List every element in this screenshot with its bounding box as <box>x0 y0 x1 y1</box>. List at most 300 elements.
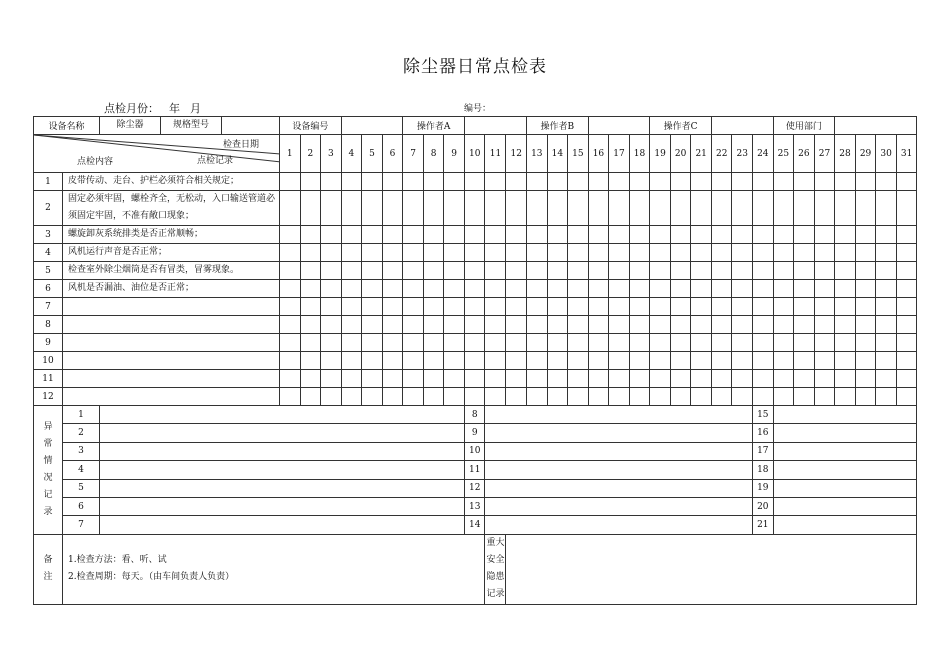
check-cell-day-26[interactable] <box>794 334 815 352</box>
check-cell-day-15[interactable] <box>568 280 589 298</box>
check-cell-day-5[interactable] <box>362 352 383 370</box>
check-cell-day-27[interactable] <box>814 298 835 316</box>
check-cell-day-17[interactable] <box>609 244 630 262</box>
check-cell-day-20[interactable] <box>670 226 691 244</box>
check-cell-day-1[interactable] <box>280 244 301 262</box>
check-cell-day-12[interactable] <box>506 316 527 334</box>
check-cell-day-28[interactable] <box>835 262 856 280</box>
check-cell-day-15[interactable] <box>568 191 589 226</box>
check-cell-day-23[interactable] <box>732 280 753 298</box>
check-cell-day-12[interactable] <box>506 334 527 352</box>
check-cell-day-12[interactable] <box>506 173 527 191</box>
check-cell-day-12[interactable] <box>506 280 527 298</box>
check-cell-day-3[interactable] <box>321 280 342 298</box>
check-cell-day-5[interactable] <box>362 388 383 406</box>
check-cell-day-30[interactable] <box>876 352 897 370</box>
check-cell-day-8[interactable] <box>423 298 444 316</box>
check-cell-day-14[interactable] <box>547 191 568 226</box>
check-cell-day-15[interactable] <box>568 370 589 388</box>
check-cell-day-3[interactable] <box>321 262 342 280</box>
check-cell-day-31[interactable] <box>896 334 917 352</box>
check-cell-day-13[interactable] <box>527 262 548 280</box>
check-cell-day-30[interactable] <box>876 226 897 244</box>
check-cell-day-2[interactable] <box>300 280 321 298</box>
check-cell-day-13[interactable] <box>527 226 548 244</box>
check-cell-day-1[interactable] <box>280 352 301 370</box>
check-cell-day-11[interactable] <box>485 173 506 191</box>
abnormal-entry-col1[interactable] <box>100 497 465 515</box>
check-cell-day-1[interactable] <box>280 262 301 280</box>
check-cell-day-22[interactable] <box>711 280 732 298</box>
check-cell-day-27[interactable] <box>814 226 835 244</box>
check-cell-day-2[interactable] <box>300 298 321 316</box>
check-cell-day-1[interactable] <box>280 388 301 406</box>
check-cell-day-23[interactable] <box>732 173 753 191</box>
check-cell-day-27[interactable] <box>814 352 835 370</box>
check-cell-day-20[interactable] <box>670 370 691 388</box>
check-cell-day-8[interactable] <box>423 191 444 226</box>
check-cell-day-25[interactable] <box>773 191 794 226</box>
check-cell-day-10[interactable] <box>464 226 485 244</box>
check-cell-day-8[interactable] <box>423 226 444 244</box>
check-cell-day-20[interactable] <box>670 262 691 280</box>
check-cell-day-26[interactable] <box>794 191 815 226</box>
hazard-record-content[interactable] <box>506 534 917 604</box>
abnormal-entry-col3[interactable] <box>773 406 917 424</box>
check-cell-day-21[interactable] <box>691 280 712 298</box>
check-cell-day-24[interactable] <box>753 316 774 334</box>
check-cell-day-13[interactable] <box>527 244 548 262</box>
check-cell-day-8[interactable] <box>423 262 444 280</box>
check-cell-day-21[interactable] <box>691 191 712 226</box>
check-cell-day-27[interactable] <box>814 262 835 280</box>
check-cell-day-19[interactable] <box>650 370 671 388</box>
check-cell-day-10[interactable] <box>464 370 485 388</box>
check-cell-day-2[interactable] <box>300 316 321 334</box>
check-cell-day-2[interactable] <box>300 388 321 406</box>
check-cell-day-15[interactable] <box>568 262 589 280</box>
abnormal-entry-col1[interactable] <box>100 461 465 479</box>
check-cell-day-19[interactable] <box>650 226 671 244</box>
check-cell-day-4[interactable] <box>341 244 362 262</box>
check-cell-day-30[interactable] <box>876 191 897 226</box>
check-cell-day-15[interactable] <box>568 334 589 352</box>
check-cell-day-22[interactable] <box>711 226 732 244</box>
abnormal-entry-col1[interactable] <box>100 516 465 534</box>
check-cell-day-23[interactable] <box>732 244 753 262</box>
check-cell-day-19[interactable] <box>650 298 671 316</box>
check-cell-day-5[interactable] <box>362 298 383 316</box>
check-cell-day-15[interactable] <box>568 244 589 262</box>
check-cell-day-24[interactable] <box>753 262 774 280</box>
check-cell-day-30[interactable] <box>876 298 897 316</box>
check-cell-day-16[interactable] <box>588 352 609 370</box>
check-cell-day-11[interactable] <box>485 352 506 370</box>
check-cell-day-22[interactable] <box>711 262 732 280</box>
check-cell-day-4[interactable] <box>341 298 362 316</box>
check-cell-day-26[interactable] <box>794 262 815 280</box>
check-cell-day-9[interactable] <box>444 244 465 262</box>
check-cell-day-16[interactable] <box>588 334 609 352</box>
check-cell-day-1[interactable] <box>280 226 301 244</box>
check-cell-day-14[interactable] <box>547 262 568 280</box>
abnormal-entry-col1[interactable] <box>100 442 465 460</box>
check-cell-day-31[interactable] <box>896 226 917 244</box>
check-cell-day-12[interactable] <box>506 226 527 244</box>
check-cell-day-14[interactable] <box>547 244 568 262</box>
check-cell-day-10[interactable] <box>464 280 485 298</box>
check-cell-day-29[interactable] <box>855 298 876 316</box>
check-cell-day-16[interactable] <box>588 280 609 298</box>
check-cell-day-29[interactable] <box>855 316 876 334</box>
check-cell-day-8[interactable] <box>423 352 444 370</box>
check-cell-day-31[interactable] <box>896 352 917 370</box>
check-cell-day-10[interactable] <box>464 388 485 406</box>
operator-a-value[interactable] <box>464 117 526 135</box>
check-cell-day-18[interactable] <box>629 352 650 370</box>
check-cell-day-25[interactable] <box>773 244 794 262</box>
check-cell-day-16[interactable] <box>588 191 609 226</box>
check-cell-day-7[interactable] <box>403 370 424 388</box>
check-cell-day-4[interactable] <box>341 280 362 298</box>
check-cell-day-23[interactable] <box>732 334 753 352</box>
check-cell-day-11[interactable] <box>485 226 506 244</box>
check-cell-day-20[interactable] <box>670 352 691 370</box>
check-cell-day-9[interactable] <box>444 191 465 226</box>
abnormal-entry-col2[interactable] <box>485 497 753 515</box>
check-cell-day-3[interactable] <box>321 352 342 370</box>
check-cell-day-11[interactable] <box>485 370 506 388</box>
check-cell-day-16[interactable] <box>588 226 609 244</box>
check-cell-day-18[interactable] <box>629 334 650 352</box>
check-cell-day-19[interactable] <box>650 352 671 370</box>
check-cell-day-6[interactable] <box>382 280 403 298</box>
check-cell-day-19[interactable] <box>650 316 671 334</box>
check-cell-day-22[interactable] <box>711 298 732 316</box>
abnormal-entry-col2[interactable] <box>485 461 753 479</box>
check-cell-day-5[interactable] <box>362 280 383 298</box>
check-cell-day-9[interactable] <box>444 370 465 388</box>
check-cell-day-12[interactable] <box>506 388 527 406</box>
check-cell-day-18[interactable] <box>629 280 650 298</box>
check-cell-day-7[interactable] <box>403 173 424 191</box>
check-cell-day-8[interactable] <box>423 173 444 191</box>
check-cell-day-27[interactable] <box>814 280 835 298</box>
check-cell-day-13[interactable] <box>527 370 548 388</box>
check-cell-day-6[interactable] <box>382 370 403 388</box>
check-cell-day-28[interactable] <box>835 316 856 334</box>
check-cell-day-26[interactable] <box>794 244 815 262</box>
check-cell-day-29[interactable] <box>855 370 876 388</box>
check-cell-day-18[interactable] <box>629 226 650 244</box>
check-cell-day-2[interactable] <box>300 226 321 244</box>
check-cell-day-4[interactable] <box>341 352 362 370</box>
check-cell-day-26[interactable] <box>794 280 815 298</box>
check-cell-day-5[interactable] <box>362 191 383 226</box>
check-cell-day-23[interactable] <box>732 370 753 388</box>
check-cell-day-23[interactable] <box>732 298 753 316</box>
check-cell-day-30[interactable] <box>876 280 897 298</box>
check-cell-day-9[interactable] <box>444 280 465 298</box>
check-cell-day-21[interactable] <box>691 244 712 262</box>
check-cell-day-17[interactable] <box>609 388 630 406</box>
check-cell-day-17[interactable] <box>609 280 630 298</box>
check-cell-day-20[interactable] <box>670 316 691 334</box>
check-cell-day-21[interactable] <box>691 298 712 316</box>
check-cell-day-14[interactable] <box>547 226 568 244</box>
check-cell-day-20[interactable] <box>670 334 691 352</box>
check-cell-day-24[interactable] <box>753 226 774 244</box>
check-cell-day-2[interactable] <box>300 244 321 262</box>
check-cell-day-16[interactable] <box>588 388 609 406</box>
abnormal-entry-col2[interactable] <box>485 479 753 497</box>
check-cell-day-12[interactable] <box>506 352 527 370</box>
check-cell-day-31[interactable] <box>896 262 917 280</box>
check-cell-day-15[interactable] <box>568 388 589 406</box>
check-cell-day-20[interactable] <box>670 388 691 406</box>
check-cell-day-24[interactable] <box>753 173 774 191</box>
check-cell-day-9[interactable] <box>444 334 465 352</box>
check-cell-day-19[interactable] <box>650 173 671 191</box>
check-cell-day-5[interactable] <box>362 226 383 244</box>
check-cell-day-9[interactable] <box>444 173 465 191</box>
check-cell-day-24[interactable] <box>753 280 774 298</box>
check-cell-day-4[interactable] <box>341 173 362 191</box>
check-cell-day-16[interactable] <box>588 244 609 262</box>
check-cell-day-16[interactable] <box>588 370 609 388</box>
check-cell-day-10[interactable] <box>464 262 485 280</box>
check-cell-day-17[interactable] <box>609 352 630 370</box>
check-cell-day-6[interactable] <box>382 298 403 316</box>
check-cell-day-2[interactable] <box>300 173 321 191</box>
check-cell-day-10[interactable] <box>464 298 485 316</box>
check-cell-day-11[interactable] <box>485 244 506 262</box>
abnormal-entry-col1[interactable] <box>100 424 465 442</box>
check-cell-day-22[interactable] <box>711 352 732 370</box>
check-cell-day-31[interactable] <box>896 388 917 406</box>
check-cell-day-24[interactable] <box>753 352 774 370</box>
check-cell-day-25[interactable] <box>773 298 794 316</box>
check-cell-day-14[interactable] <box>547 334 568 352</box>
check-cell-day-3[interactable] <box>321 226 342 244</box>
check-cell-day-9[interactable] <box>444 352 465 370</box>
check-cell-day-4[interactable] <box>341 316 362 334</box>
check-cell-day-1[interactable] <box>280 316 301 334</box>
check-cell-day-21[interactable] <box>691 226 712 244</box>
check-cell-day-8[interactable] <box>423 334 444 352</box>
check-cell-day-22[interactable] <box>711 316 732 334</box>
check-cell-day-4[interactable] <box>341 262 362 280</box>
check-cell-day-19[interactable] <box>650 191 671 226</box>
check-cell-day-5[interactable] <box>362 244 383 262</box>
check-cell-day-18[interactable] <box>629 370 650 388</box>
check-cell-day-4[interactable] <box>341 226 362 244</box>
abnormal-entry-col3[interactable] <box>773 442 917 460</box>
check-cell-day-4[interactable] <box>341 334 362 352</box>
check-cell-day-3[interactable] <box>321 334 342 352</box>
check-cell-day-28[interactable] <box>835 226 856 244</box>
check-cell-day-17[interactable] <box>609 298 630 316</box>
check-cell-day-13[interactable] <box>527 173 548 191</box>
check-cell-day-17[interactable] <box>609 173 630 191</box>
check-cell-day-21[interactable] <box>691 370 712 388</box>
check-cell-day-29[interactable] <box>855 226 876 244</box>
check-cell-day-22[interactable] <box>711 370 732 388</box>
check-cell-day-12[interactable] <box>506 191 527 226</box>
check-cell-day-29[interactable] <box>855 173 876 191</box>
check-cell-day-9[interactable] <box>444 226 465 244</box>
check-cell-day-15[interactable] <box>568 316 589 334</box>
check-cell-day-17[interactable] <box>609 370 630 388</box>
check-cell-day-6[interactable] <box>382 226 403 244</box>
check-cell-day-8[interactable] <box>423 280 444 298</box>
check-cell-day-1[interactable] <box>280 173 301 191</box>
check-cell-day-29[interactable] <box>855 352 876 370</box>
abnormal-entry-col3[interactable] <box>773 424 917 442</box>
check-cell-day-17[interactable] <box>609 191 630 226</box>
check-cell-day-27[interactable] <box>814 191 835 226</box>
check-cell-day-7[interactable] <box>403 280 424 298</box>
check-cell-day-10[interactable] <box>464 352 485 370</box>
check-cell-day-13[interactable] <box>527 280 548 298</box>
check-cell-day-28[interactable] <box>835 370 856 388</box>
check-cell-day-7[interactable] <box>403 226 424 244</box>
check-cell-day-9[interactable] <box>444 388 465 406</box>
check-cell-day-8[interactable] <box>423 388 444 406</box>
check-cell-day-16[interactable] <box>588 298 609 316</box>
check-cell-day-15[interactable] <box>568 352 589 370</box>
check-cell-day-14[interactable] <box>547 173 568 191</box>
check-cell-day-3[interactable] <box>321 370 342 388</box>
check-cell-day-7[interactable] <box>403 352 424 370</box>
abnormal-entry-col2[interactable] <box>485 406 753 424</box>
check-cell-day-8[interactable] <box>423 244 444 262</box>
check-cell-day-29[interactable] <box>855 191 876 226</box>
check-cell-day-30[interactable] <box>876 244 897 262</box>
check-cell-day-11[interactable] <box>485 388 506 406</box>
check-cell-day-9[interactable] <box>444 298 465 316</box>
check-cell-day-20[interactable] <box>670 191 691 226</box>
check-cell-day-13[interactable] <box>527 298 548 316</box>
check-cell-day-28[interactable] <box>835 191 856 226</box>
check-cell-day-23[interactable] <box>732 262 753 280</box>
check-cell-day-28[interactable] <box>835 298 856 316</box>
check-cell-day-7[interactable] <box>403 191 424 226</box>
check-cell-day-13[interactable] <box>527 191 548 226</box>
check-cell-day-31[interactable] <box>896 191 917 226</box>
check-cell-day-26[interactable] <box>794 316 815 334</box>
check-cell-day-31[interactable] <box>896 280 917 298</box>
check-cell-day-25[interactable] <box>773 370 794 388</box>
check-cell-day-31[interactable] <box>896 173 917 191</box>
check-cell-day-6[interactable] <box>382 191 403 226</box>
check-cell-day-11[interactable] <box>485 280 506 298</box>
check-cell-day-10[interactable] <box>464 244 485 262</box>
check-cell-day-19[interactable] <box>650 280 671 298</box>
check-cell-day-10[interactable] <box>464 334 485 352</box>
check-cell-day-18[interactable] <box>629 191 650 226</box>
abnormal-entry-col1[interactable] <box>100 479 465 497</box>
check-cell-day-12[interactable] <box>506 298 527 316</box>
check-cell-day-10[interactable] <box>464 316 485 334</box>
check-cell-day-6[interactable] <box>382 244 403 262</box>
department-value[interactable] <box>835 117 917 135</box>
check-cell-day-26[interactable] <box>794 226 815 244</box>
check-cell-day-5[interactable] <box>362 370 383 388</box>
check-cell-day-14[interactable] <box>547 316 568 334</box>
check-cell-day-3[interactable] <box>321 388 342 406</box>
check-cell-day-6[interactable] <box>382 388 403 406</box>
check-cell-day-12[interactable] <box>506 370 527 388</box>
check-cell-day-29[interactable] <box>855 244 876 262</box>
check-cell-day-7[interactable] <box>403 262 424 280</box>
operator-b-value[interactable] <box>588 117 650 135</box>
check-cell-day-13[interactable] <box>527 316 548 334</box>
check-cell-day-23[interactable] <box>732 226 753 244</box>
check-cell-day-3[interactable] <box>321 298 342 316</box>
check-cell-day-1[interactable] <box>280 191 301 226</box>
check-cell-day-6[interactable] <box>382 316 403 334</box>
check-cell-day-1[interactable] <box>280 298 301 316</box>
check-cell-day-7[interactable] <box>403 388 424 406</box>
check-cell-day-20[interactable] <box>670 244 691 262</box>
check-cell-day-6[interactable] <box>382 352 403 370</box>
check-cell-day-30[interactable] <box>876 370 897 388</box>
check-cell-day-27[interactable] <box>814 370 835 388</box>
check-cell-day-11[interactable] <box>485 191 506 226</box>
check-cell-day-27[interactable] <box>814 316 835 334</box>
check-cell-day-9[interactable] <box>444 262 465 280</box>
check-cell-day-1[interactable] <box>280 370 301 388</box>
check-cell-day-26[interactable] <box>794 352 815 370</box>
check-cell-day-5[interactable] <box>362 262 383 280</box>
check-cell-day-25[interactable] <box>773 334 794 352</box>
check-cell-day-28[interactable] <box>835 173 856 191</box>
check-cell-day-14[interactable] <box>547 280 568 298</box>
check-cell-day-12[interactable] <box>506 244 527 262</box>
check-cell-day-25[interactable] <box>773 226 794 244</box>
abnormal-entry-col3[interactable] <box>773 497 917 515</box>
check-cell-day-10[interactable] <box>464 191 485 226</box>
check-cell-day-14[interactable] <box>547 298 568 316</box>
check-cell-day-14[interactable] <box>547 352 568 370</box>
check-cell-day-4[interactable] <box>341 370 362 388</box>
check-cell-day-23[interactable] <box>732 191 753 226</box>
check-cell-day-2[interactable] <box>300 262 321 280</box>
check-cell-day-29[interactable] <box>855 334 876 352</box>
check-cell-day-18[interactable] <box>629 244 650 262</box>
abnormal-entry-col2[interactable] <box>485 424 753 442</box>
check-cell-day-21[interactable] <box>691 316 712 334</box>
check-cell-day-6[interactable] <box>382 173 403 191</box>
check-cell-day-18[interactable] <box>629 298 650 316</box>
check-cell-day-16[interactable] <box>588 316 609 334</box>
check-cell-day-3[interactable] <box>321 244 342 262</box>
check-cell-day-23[interactable] <box>732 316 753 334</box>
check-cell-day-8[interactable] <box>423 316 444 334</box>
model-value[interactable] <box>222 117 279 134</box>
check-cell-day-28[interactable] <box>835 388 856 406</box>
abnormal-entry-col2[interactable] <box>485 516 753 534</box>
check-cell-day-16[interactable] <box>588 262 609 280</box>
check-cell-day-29[interactable] <box>855 388 876 406</box>
check-cell-day-27[interactable] <box>814 388 835 406</box>
check-cell-day-5[interactable] <box>362 316 383 334</box>
check-cell-day-28[interactable] <box>835 334 856 352</box>
check-cell-day-17[interactable] <box>609 316 630 334</box>
check-cell-day-5[interactable] <box>362 334 383 352</box>
check-cell-day-21[interactable] <box>691 352 712 370</box>
